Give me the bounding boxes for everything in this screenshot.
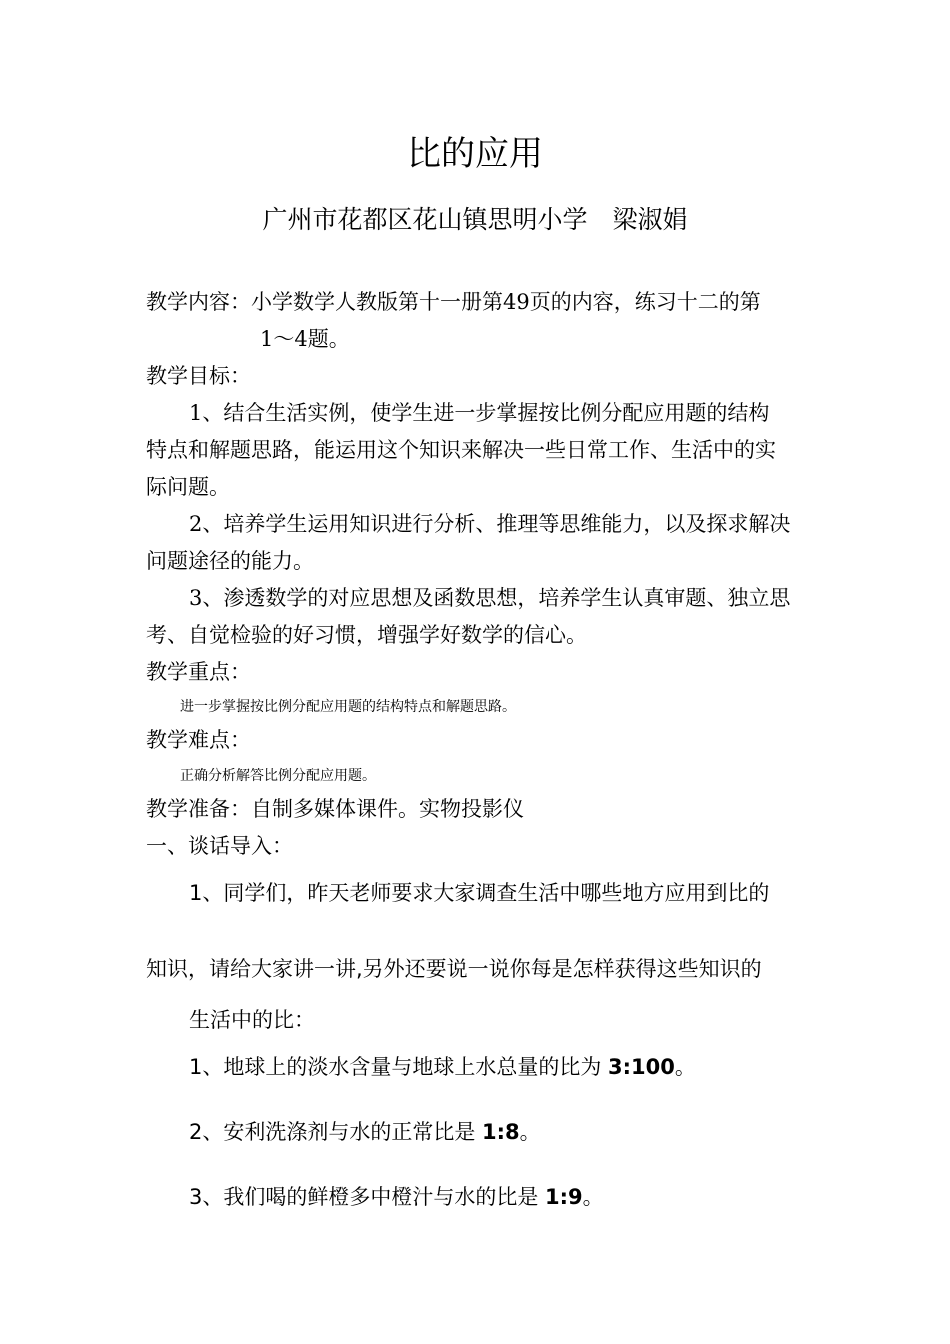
example-item <box>189 1051 696 1081</box>
goal-1-line-1: 1、结合生活实例，使学生进一步掌握按比例分配应用题的结构 <box>189 401 770 425</box>
example-ratio: 1:8 <box>482 1120 520 1144</box>
example-text: 2、安利洗涤剂与水的正常比是 <box>189 1120 483 1144</box>
goal-3-line-1: 3、渗透数学的对应思想及函数思想，培养学生认真审题、独立思 <box>189 586 791 610</box>
example-end: 。 <box>582 1185 604 1209</box>
example-text: 3、我们喝的鲜橙多中橙汁与水的比是 <box>189 1185 546 1209</box>
goal-3-line-2: 考、自觉检验的好习惯，增强学好数学的信心。 <box>146 623 587 647</box>
key-point-text: 进一步掌握按比例分配应用题的结构特点和解题思路。 <box>180 699 516 715</box>
difficulty-label: 教学难点： <box>146 728 251 752</box>
example-item <box>189 1116 541 1146</box>
example-end: 。 <box>519 1120 541 1144</box>
content-label: 教学内容： <box>146 290 251 314</box>
content-line-2: 1～4题。 <box>260 327 350 351</box>
goal-2-line-1: 2、培养学生运用知识进行分析、推理等思维能力，以及探求解决 <box>189 512 791 536</box>
goal-1-line-3: 际问题。 <box>146 475 230 499</box>
example-text: 1、地球上的淡水含量与地球上水总量的比为 <box>189 1055 609 1079</box>
intro-line-2: 知识，请给大家讲一讲,另外还要说一说你每是怎样获得这些知识的 <box>146 957 762 981</box>
example-ratio: 1:9 <box>545 1185 583 1209</box>
section-heading: 一、谈话导入： <box>146 834 293 858</box>
example-item <box>189 1181 604 1211</box>
document-title: 比的应用 <box>407 134 543 174</box>
goal-2-line-2: 问题途径的能力。 <box>146 549 314 573</box>
goals-label: 教学目标： <box>146 364 251 388</box>
goal-1-line-2: 特点和解题思路，能运用这个知识来解决一些日常工作、生活中的实 <box>146 438 776 462</box>
content-text: 小学数学人教版第十一册第49页的内容，练习十二的第 <box>251 290 761 314</box>
content-line-1 <box>146 284 761 321</box>
difficulty-text: 正确分析解答比例分配应用题。 <box>180 768 376 784</box>
example-ratio: 3:100 <box>608 1055 675 1079</box>
author-line: 广州市花都区花山镇思明小学 梁淑娟 <box>262 205 688 234</box>
intro-line-1: 1、同学们，昨天老师要求大家调查生活中哪些地方应用到比的 <box>189 881 770 905</box>
preparation-line: 教学准备：自制多媒体课件。实物投影仪 <box>146 797 524 821</box>
life-examples-label: 生活中的比： <box>189 1008 315 1032</box>
key-point-label: 教学重点： <box>146 660 251 684</box>
example-end: 。 <box>674 1055 696 1079</box>
